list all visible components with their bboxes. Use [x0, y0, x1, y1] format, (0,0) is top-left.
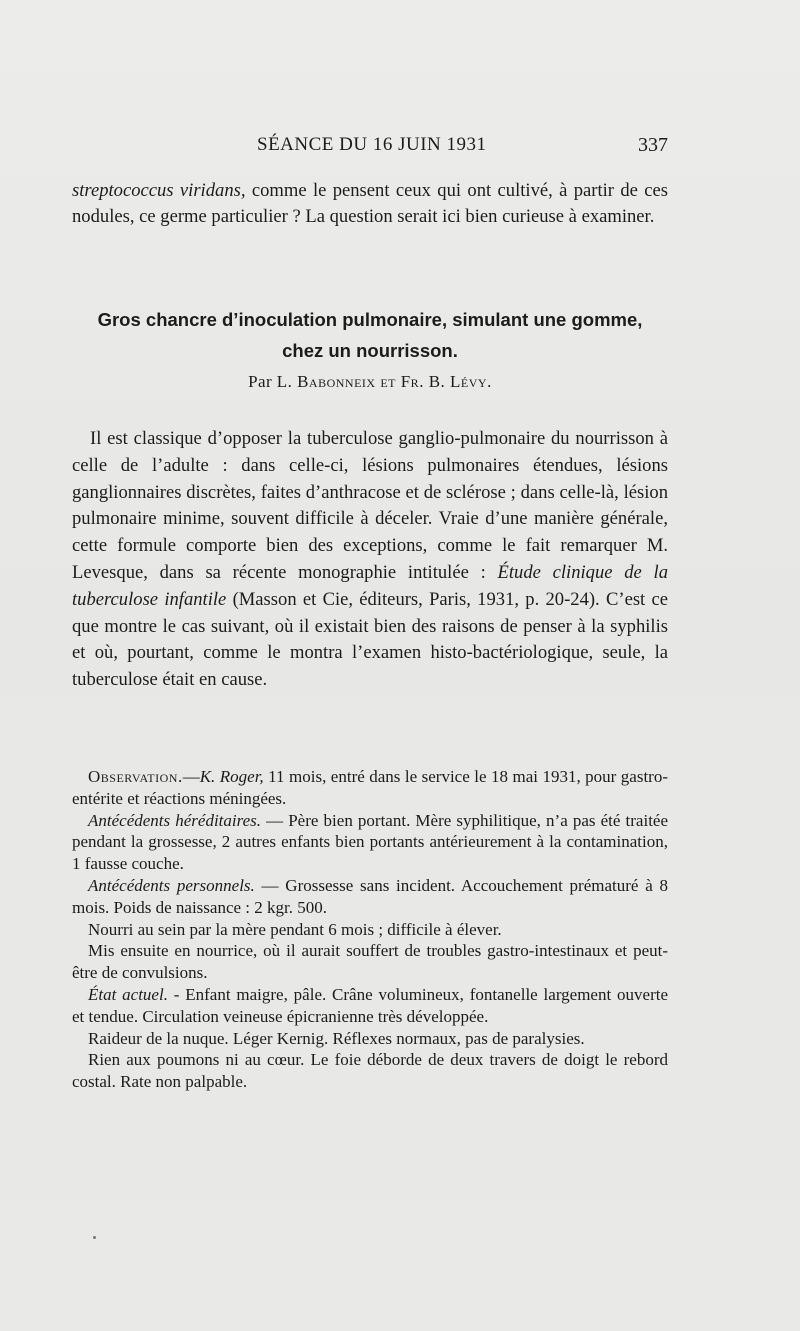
patient-name: K. Roger,	[199, 767, 264, 786]
scan-speck	[93, 1236, 96, 1239]
main-text-before-title: Il est classique d’opposer la tuberculose ganglio-pulmonaire du nourrisson à celle de l’adulte : dans celle-ci, lésions pulmonaires étendues, lésions ganglionnaires discrètes, faites d’anthracose et de sclérose ; dans celle-là, lésion pulmonaire minime, souvent difficile à déceler. Vraie d’une manière générale, cette formule comporte bien des exceptions, comme le fait remarquer M. Levesque, dans sa récente monographie intitulée :	[72, 428, 668, 583]
byline-authors: L. Babonneix et Fr. B. Lévy.	[276, 372, 492, 391]
observation-intro-text: 11 mois, entré dans le service le 18 mai 1931, pour gastro-entérite et réactions méningées.	[72, 767, 669, 808]
article-title-line-2: chez un nourrisson.	[282, 340, 458, 361]
main-paragraph	[72, 426, 668, 694]
observation-dash: —	[182, 767, 200, 786]
intro-text: comme le pensent ceux qui ont cultivé, à partir de ces nodules, ce germe particulier ? La question serait ici bien curieuse à examiner.	[72, 180, 668, 228]
state-text: - Enfant maigre, pâle. Crâne volumineux, fontanelle largement ouverte et tendue. Circulation veineuse épicranienne très développée.	[72, 984, 669, 1026]
intro-paragraph-block	[72, 178, 668, 230]
organs-note: Rien aux poumons ni au cœur. Le foie déborde de deux travers de doigt le rebord costal. Rate non palpable.	[72, 1050, 668, 1092]
intro-paragraph	[72, 178, 668, 230]
byline-prefix: Par	[248, 372, 273, 391]
personal-history	[72, 875, 668, 919]
page-number: 337	[638, 134, 668, 156]
feeding-note: Nourri au sein par la mère pendant 6 mois ; difficile à élever.	[88, 919, 502, 939]
hereditary-text: — Père bien portant. Mère syphilitique, n’a pas été traitée pendant la grossesse, 2 autres enfants bien portants antérieurement à la contamination, 1 fausse couche.	[72, 810, 669, 874]
byline	[72, 372, 668, 392]
current-state	[72, 984, 668, 1028]
personal-label: Antécédents personnels.	[88, 875, 255, 895]
nurse-note: Mis ensuite en nourrice, où il aurait souffert de troubles gastro-intestinaux et peut-être de convulsions.	[72, 941, 668, 983]
main-text-after-title: (Masson et Cie, éditeurs, Paris, 1931, p. 20-24). C’est ce que montre le cas suivant, où il existait bien des raisons de penser à la syphilis et où, pourtant, comme le montra l’examen histo-bactériologique, seule, la tuberculose était en cause.	[72, 588, 668, 691]
article-title	[72, 304, 668, 366]
neck-note: Raideur de la nuque. Léger Kernig. Réflexes normaux, pas de paralysies.	[88, 1028, 585, 1048]
running-title: SÉANCE DU 16 JUIN 1931	[257, 134, 487, 155]
observation-label: Observation.	[88, 767, 183, 786]
hereditary-label: Antécédents héréditaires.	[88, 810, 262, 830]
observation-intro	[72, 766, 668, 810]
observation-section	[72, 766, 668, 1093]
species-name: streptococcus viridans,	[72, 180, 246, 201]
main-paragraph-block	[72, 426, 668, 694]
hereditary-history	[72, 810, 668, 875]
article-title-line-1: Gros chancre d’inoculation pulmonaire, simulant une gomme,	[97, 309, 643, 330]
personal-text: — Grossesse sans incident. Accouchement prématuré à 8 mois. Poids de naissance : 2 kgr. 500.	[72, 875, 669, 917]
state-label: État actuel.	[88, 984, 168, 1004]
book-title: Étude clinique de la tuberculose infantile	[72, 561, 668, 610]
page-header	[72, 134, 668, 162]
